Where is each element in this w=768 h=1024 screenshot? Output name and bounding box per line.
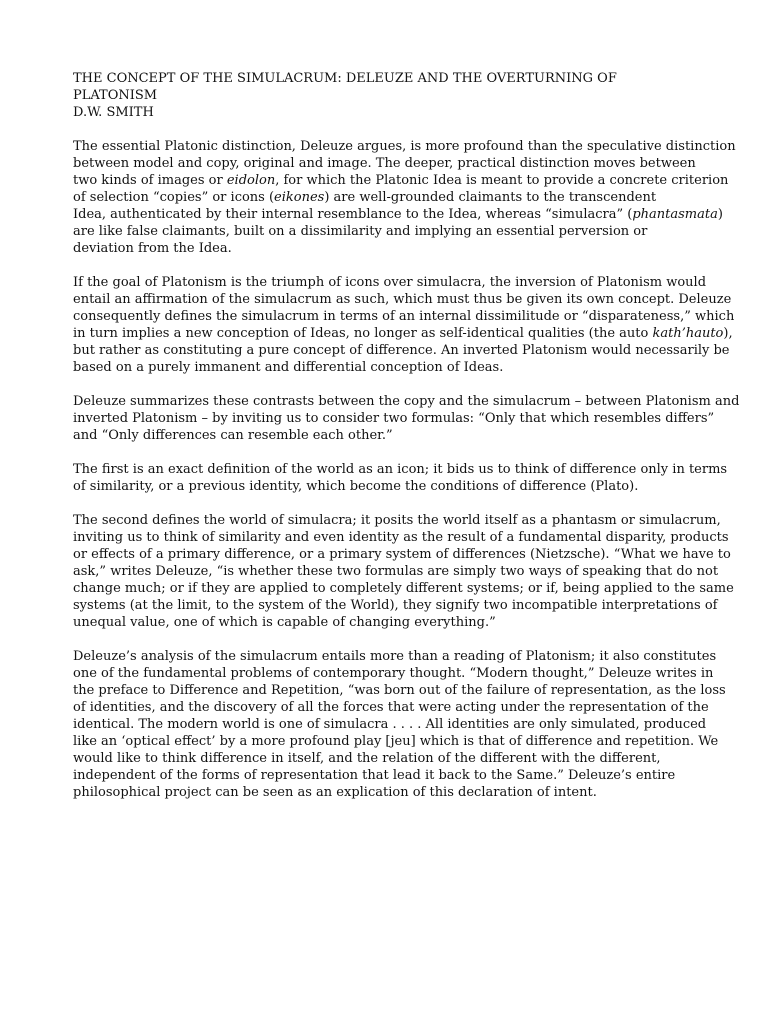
paragraph-4-line-2: of similarity, or a previous identity, which become the conditions of difference (Plato). — [73, 479, 639, 494]
italic-term-phantasmata: phantasmata — [632, 207, 718, 222]
paragraph-5 — [73, 512, 734, 631]
paragraph-6-line-8: independent of the forms of representation that lead it back to the Same.” Deleuze’s entire — [73, 768, 676, 783]
paragraph-1 — [73, 138, 736, 257]
paragraph-6-line-7: would like to think difference in itself, and the relation of the different with the different, — [73, 751, 661, 766]
text-run: ) — [717, 207, 723, 222]
paragraph-2-line-5: but rather as constituting a pure concept of difference. An inverted Platonism would necessarily be — [73, 343, 730, 358]
title-block — [73, 70, 698, 121]
document-page — [73, 70, 740, 818]
text-run: , for which the Platonic Idea is meant to provide a concrete criterion — [275, 173, 729, 188]
paragraph-6-line-5: identical. The modern world is one of simulacra . . . . All identities are only simulated, produced — [73, 717, 707, 732]
paragraph-4 — [73, 461, 728, 495]
paragraph-1-line-5 — [73, 206, 723, 223]
paragraph-5-line-5: change much; or if they are applied to completely different systems; or if, being applied to the same — [73, 581, 734, 596]
paragraph-5-line-7: unequal value, one of which is capable of changing everything.” — [73, 615, 496, 630]
italic-term-eidolon: eidolon — [226, 173, 276, 188]
text-run: of selection “copies” or icons ( — [73, 190, 275, 205]
paragraph-6-line-3: the preface to Difference and Repetition, “was born out of the failure of representation, as the loss — [73, 683, 726, 698]
paragraph-2-line-2: entail an affirmation of the simulacrum as such, which must thus be given its own concept. Deleuze — [73, 292, 732, 307]
paragraph-1-line-6: are like false claimants, built on a dissimilarity and implying an essential perversion or — [73, 224, 648, 239]
paragraph-6-line-2: one of the fundamental problems of contemporary thought. “Modern thought,” Deleuze writes in — [73, 666, 714, 681]
paragraph-2 — [73, 274, 735, 376]
paragraph-3-line-1: Deleuze summarizes these contrasts between the copy and the simulacrum – between Platonism and — [73, 394, 740, 409]
paragraph-6-line-6: like an ‘optical effect’ by a more profound play [jeu] which is that of difference and repetition. We — [73, 734, 719, 749]
paragraph-5-line-6: systems (at the limit, to the system of the World), they signify two incompatible interpretations of — [73, 598, 718, 613]
paragraph-4-line-1: The first is an exact definition of the world as an icon; it bids us to think of difference only in terms — [73, 462, 728, 477]
italic-term-eikones: eikones — [274, 190, 325, 205]
text-run: Idea, authenticated by their internal resemblance to the Idea, whereas “simulacra” ( — [73, 207, 633, 222]
text-run: ) are well-grounded claimants to the transcendent — [324, 190, 657, 205]
document-title-line-2: PLATONISM — [73, 88, 158, 103]
paragraph-6 — [73, 648, 726, 801]
text-run: ), — [723, 326, 733, 341]
document-author: D.W. SMITH — [73, 105, 154, 120]
text-run: in turn implies a new conception of Ideas, no longer as self-identical qualities (the auto — [73, 326, 653, 341]
paragraph-3-line-3: and “Only differences can resemble each other.” — [73, 428, 393, 443]
paragraph-3 — [73, 393, 740, 444]
document-title-line-1: THE CONCEPT OF THE SIMULACRUM: DELEUZE AND THE OVERTURNING OF — [73, 71, 617, 86]
paragraph-1-line-4 — [73, 189, 698, 206]
paragraph-2-line-4 — [73, 325, 733, 342]
paragraph-6-line-1: Deleuze’s analysis of the simulacrum entails more than a reading of Platonism; it also constitutes — [73, 649, 717, 664]
paragraph-6-line-4: of identities, and the discovery of all the forces that were acting under the representation of the — [73, 700, 709, 715]
italic-term-kath-hauto: kath’hauto — [652, 326, 724, 341]
paragraph-1-line-3 — [73, 172, 729, 189]
paragraph-2-line-3: consequently defines the simulacrum in terms of an internal dissimilitude or “disparateness,” which — [73, 309, 735, 324]
paragraph-1-line-2: between model and copy, original and image. The deeper, practical distinction moves between — [73, 156, 696, 171]
paragraph-3-line-2: inverted Platonism – by inviting us to consider two formulas: “Only that which resembles differs” — [73, 411, 715, 426]
paragraph-1-line-7: deviation from the Idea. — [73, 241, 232, 256]
paragraph-5-line-2: inviting us to think of similarity and even identity as the result of a fundamental disparity, products — [73, 530, 729, 545]
paragraph-5-line-3: or effects of a primary difference, or a primary system of differences (Nietzsche). “What we have to — [73, 547, 731, 562]
paragraph-2-line-6: based on a purely immanent and differential conception of Ideas. — [73, 360, 504, 375]
paragraph-2-line-1: If the goal of Platonism is the triumph of icons over simulacra, the inversion of Platonism would — [73, 275, 707, 290]
paragraph-5-line-4: ask,” writes Deleuze, “is whether these two formulas are simply two ways of speaking that do not — [73, 564, 719, 579]
paragraph-5-line-1: The second defines the world of simulacra; it posits the world itself as a phantasm or simulacrum, — [73, 513, 721, 528]
paragraph-1-line-1: The essential Platonic distinction, Deleuze argues, is more profound than the speculative distinction — [73, 139, 736, 154]
text-run: two kinds of images or — [73, 173, 227, 188]
paragraph-6-line-9: philosophical project can be seen as an explication of this declaration of intent. — [73, 785, 597, 800]
